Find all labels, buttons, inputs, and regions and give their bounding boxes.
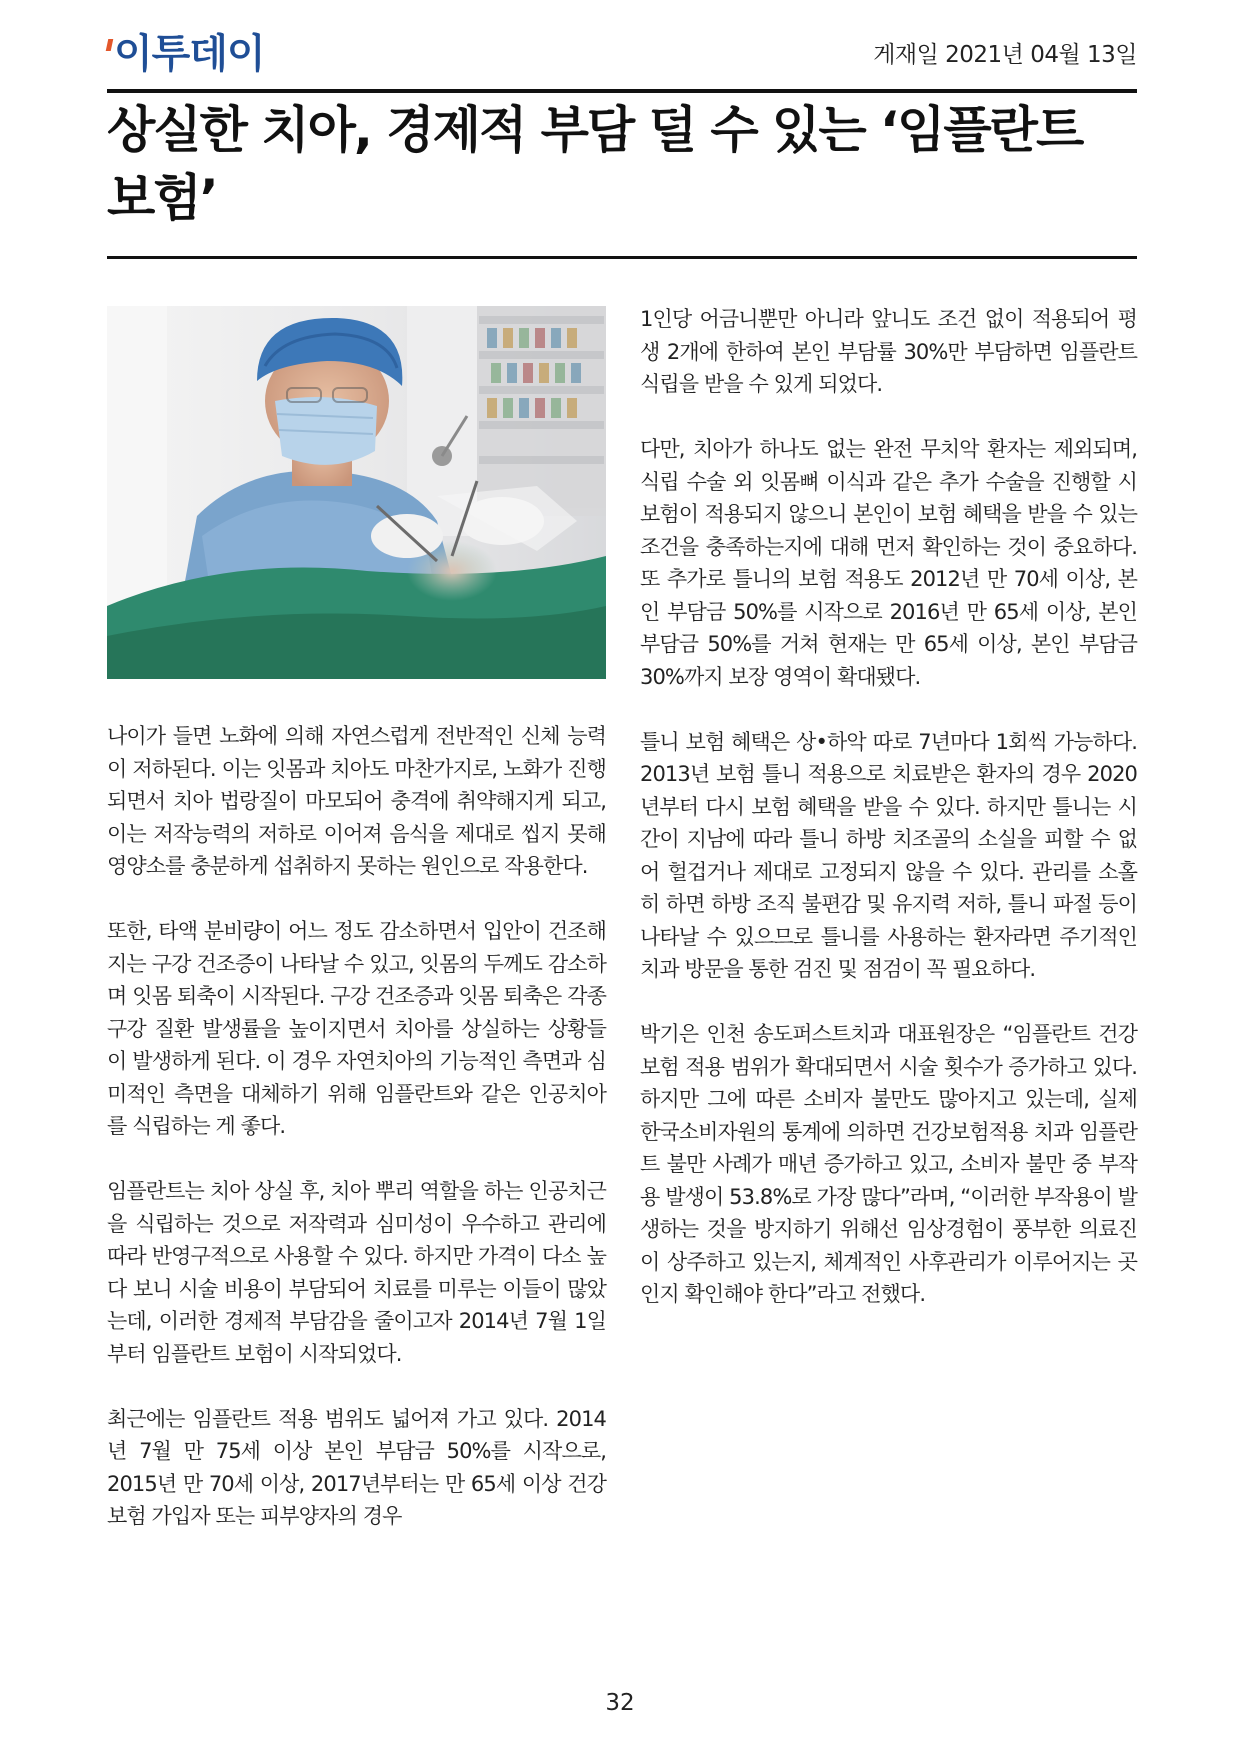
paragraph: 최근에는 임플란트 적용 범위도 넓어져 가고 있다. 2014년 7월 만 75세 이상 본인 부담금 50%를 시작으로, 2015년 만 70세 이상, 2017년부터는 만 65세 이상 건강보험 가입자 또는 피부양자의 경우 bbox=[107, 1406, 606, 1528]
paragraph: 박기은 인천 송도퍼스트치과 대표원장은 “임플란트 건강 보험 적용 범위가 확대되면서 시술 횟수가 증가하고 있다. 하지만 그에 따른 소비자 불만도 많아지고 있는데, 실제 한국소비자원의 통계에 의하면 건강보험적용 치과 임플란트 불만 사례가 매년 증가하고 있고, 소비자 불만 중 부작용 발생이 53.8%로 가장 많다”라며, “이러한 부작용이 발생하는 것을 방지하기 위해선 임상경험이 풍부한 의료진이 상주하고 있는지, 체계적인 사후관리가 이루어지는 곳인지 확인해야 한다”라고 전했다. bbox=[640, 1022, 1137, 1306]
masthead bbox=[107, 30, 1137, 78]
headline-bottom-rule bbox=[107, 256, 1137, 259]
publication-logo bbox=[107, 30, 265, 78]
paragraph: 1인당 어금니뿐만 아니라 앞니도 조건 없이 적용되어 평생 2개에 한하여 본인 부담률 30%만 부담하면 임플란트 식립을 받을 수 있게 되었다. bbox=[640, 307, 1137, 396]
publication-date: 게재일 2021년 04월 13일 bbox=[873, 42, 1137, 68]
headline-top-rule bbox=[107, 89, 1137, 93]
article-headline: 상실한 치아, 경제적 부담 덜 수 있는 ‘임플란트 보험’ bbox=[107, 101, 1083, 227]
logo-accent-mark bbox=[106, 39, 114, 51]
paragraph: 또한, 타액 분비량이 어느 정도 감소하면서 입안이 건조해지는 구강 건조증이 나타날 수 있고, 잇몸의 두께도 감소하며 잇몸 퇴축이 시작된다. 구강 건조증과 잇몸 퇴축은 각종 구강 질환 발생률을 높이지면서 치아를 상실하는 상황들이 발생하게 된다. 이 경우 자연치아의 기능적인 측면과 심미적인 측면을 대체하기 위해 임플란트와 같은 인공치아를 식립하는 게 좋다. bbox=[107, 919, 606, 1138]
paragraph: 임플란트는 치아 상실 후, 치아 뿌리 역할을 하는 인공치근을 식립하는 것으로 저작력과 심미성이 우수하고 관리에 따라 반영구적으로 사용할 수 있다. 하지만 가격이 다소 높다 보니 시술 비용이 부담되어 치료를 미루는 이들이 많았는데, 이러한 경제적 부담감을 줄이고자 2014년 7월 1일부터 임플란트 보험이 시작되었다. bbox=[107, 1179, 606, 1366]
paragraph: 틀니 보험 혜택은 상•하악 따로 7년마다 1회씩 가능하다. 2013년 보험 틀니 적용으로 치료받은 환자의 경우 2020년부터 다시 보험 혜택을 받을 수 있다. 하지만 틀니는 시간이 지남에 따라 틀니 하방 치조골의 소실을 피할 수 없어 헐겁거나 제대로 고정되지 않을 수 있다. 관리를 소홀히 하면 하방 조직 불편감 및 유지력 저하, 틀니 파절 등이 나타날 수 있으므로 틀니를 사용하는 환자라면 주기적인 치과 방문을 통한 검진 및 점검이 꼭 필요하다. bbox=[640, 729, 1137, 981]
page-number: 32 bbox=[605, 1690, 635, 1716]
logo-text: 이투데이 bbox=[114, 31, 265, 77]
article-body-left-column bbox=[107, 720, 606, 1565]
paragraph: 나이가 들면 노화에 의해 자연스럽게 전반적인 신체 능력이 저하된다. 이는 잇몸과 치아도 마찬가지로, 노화가 진행되면서 치아 법랑질이 마모되어 충격에 취약해지게 되고, 이는 저작능력의 저하로 이어져 음식을 제대로 씹지 못해 영양소를 충분하게 섭취하지 못하는 원인으로 작용한다. bbox=[107, 724, 606, 878]
article-photo-dentist-surgery bbox=[107, 306, 606, 679]
paragraph: 다만, 치아가 하나도 없는 완전 무치악 환자는 제외되며, 식립 수술 외 잇몸뼈 이식과 같은 추가 수술을 진행할 시 보험이 적용되지 않으니 본인이 보험 혜택을 받을 수 있는 조건을 충족하는지에 대해 먼저 확인하는 것이 중요하다. 또 추가로 틀니의 보험 적용도 2012년 만 70세 이상, 본인 부담금 50%를 시작으로 2016년 만 65세 이상, 본인 부담금 50%를 거쳐 현재는 만 65세 이상, 본인 부담금 30%까지 보장 영역이 확대됐다. bbox=[640, 437, 1137, 689]
article-body-right-column bbox=[640, 303, 1137, 1343]
